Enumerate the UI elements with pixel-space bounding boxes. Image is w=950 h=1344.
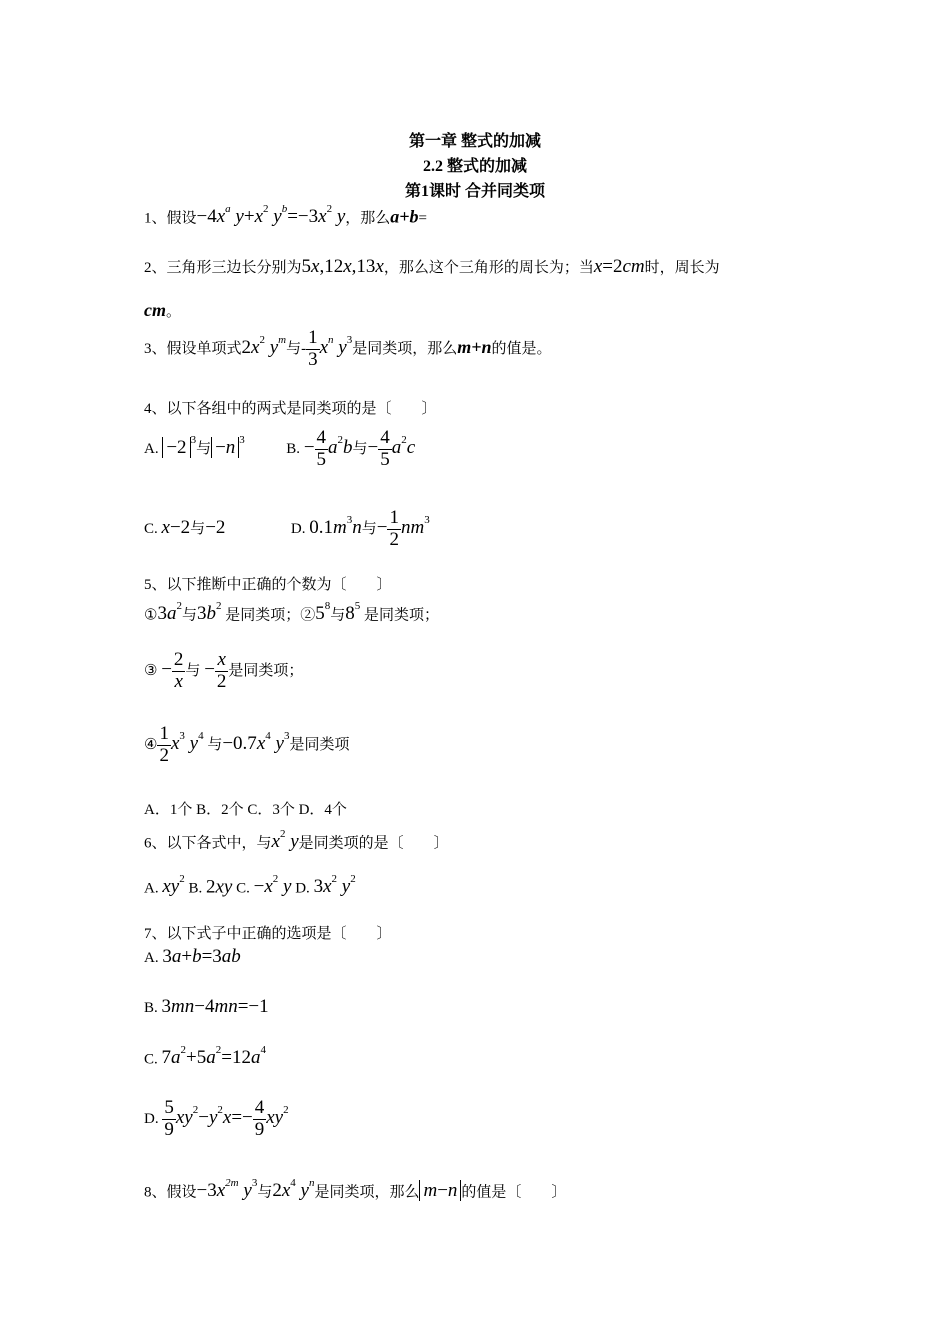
q3-suffix: 的值是。 bbox=[491, 340, 552, 357]
q4-d-expr: $0.1m^3n$ bbox=[309, 513, 362, 538]
q2-mid: ，那么这个三角形的周长为；当 bbox=[383, 260, 594, 276]
q4-c-expr: x−2 bbox=[161, 516, 191, 538]
question-7-a: A. 3a+b=3ab bbox=[144, 946, 241, 967]
question-6-stem: 6、以下各式中，与$x^2$ y是同类项的是〔 〕 bbox=[144, 828, 449, 853]
q4-a-expr: −2 $^3$ bbox=[162, 437, 196, 458]
q3-prefix: 3、假设单项式 bbox=[144, 340, 242, 357]
question-7-c: C. $7a^2+5a^2=12a^4$ bbox=[144, 1044, 266, 1069]
q2-unit: cm bbox=[144, 300, 166, 320]
question-8: 8、假设$-3x^{2m}$ $y^3$与$2x^4$ $y^n$是同类项，那么 m−n 的值是〔 〕 bbox=[144, 1177, 567, 1202]
question-4-row2: C. x−2与−2 D. $0.1m^3n$与− $\frac{1}{2}$ $nm^3$ bbox=[144, 507, 430, 550]
q3-term2: $x^n$ $y^3$ bbox=[319, 333, 353, 358]
question-4-stem: 4、以下各组中的两式是同类项的是〔 〕 bbox=[144, 401, 437, 417]
q2-end: 。 bbox=[166, 304, 182, 320]
question-7-stem: 7、以下式子中正确的选项是〔 〕 bbox=[144, 926, 392, 942]
question-5-item4: ④ $\frac{1}{2}$ $x^3$ $y^4$ 与$-0.7x^4$ $y^3$是同类项 bbox=[144, 723, 350, 766]
q3-term1: $2x^2$ $y^m$ bbox=[241, 333, 287, 358]
question-5-options: A．1个 B．2个 C．3个 D．4个 bbox=[144, 802, 347, 818]
q1-mid: ，那么 bbox=[345, 210, 391, 227]
lesson-title: 第1课时 合并同类项 bbox=[404, 183, 545, 200]
section-title: 2.2 整式的加减 bbox=[422, 158, 527, 175]
q4-option-a: A. bbox=[144, 440, 159, 457]
q1-formula: $-4x^a$ $y+x^2$ $y^b=-3x^2$ y bbox=[196, 203, 346, 228]
q3-mid: 是同类项，那么 bbox=[352, 340, 458, 357]
question-2 bbox=[144, 256, 720, 279]
q3-fraction: $\frac{1}{3}$ bbox=[308, 327, 318, 370]
q2-mid2: 时，周长为 bbox=[644, 260, 720, 276]
question-7-d: D. $\frac{5}{9}$ $xy^2-y^2x=-$ $\frac{4}{9}$ $xy^2$ bbox=[144, 1097, 289, 1140]
q4-option-c: C. bbox=[144, 520, 158, 537]
question-5-item3: ③ − $\frac{2}{x}$ 与 − $\frac{x}{2}$ 是同类项； bbox=[144, 649, 304, 692]
question-6-options: A. $xy^2$ B. 2xy C. $-x^2$ y D. $3x^2$ $y^2$ bbox=[144, 873, 356, 898]
question-7-b: B. 3mn−4mn=−1 bbox=[144, 996, 269, 1017]
q1-suffix: = bbox=[418, 210, 428, 227]
question-5-items12: $①3a^2$与$3b^2$ 是同类项；$②5^8$与$8^5$ 是同类项； bbox=[144, 600, 440, 625]
q1-sum: a+b bbox=[390, 206, 419, 227]
q3-with: 与- bbox=[286, 340, 307, 357]
q2-sides: 5x,12x,13x bbox=[301, 256, 384, 277]
chapter-title: 第一章 整式的加减 bbox=[408, 133, 541, 150]
q4-option-b: B. bbox=[286, 440, 301, 457]
q2-prefix: 2、三角形三边长分别为 bbox=[144, 260, 302, 276]
question-5-stem: 5、以下推断中正确的个数为〔 〕 bbox=[144, 577, 392, 593]
question-1 bbox=[144, 203, 428, 229]
q3-sum: m+n bbox=[457, 336, 492, 357]
question-2-cont bbox=[144, 300, 181, 322]
q2-condition: x=2cm bbox=[593, 256, 645, 277]
question-4-row1: A. −2 $^3$与 −n $^3$ B. − $\frac{4}{5}$ $a^2b$与− $\frac{4}{5}$ $a^2c$ bbox=[144, 427, 416, 470]
q4-option-d: D. bbox=[290, 520, 306, 537]
q1-prefix: 1、假设 bbox=[144, 210, 197, 227]
question-3 bbox=[144, 328, 552, 371]
